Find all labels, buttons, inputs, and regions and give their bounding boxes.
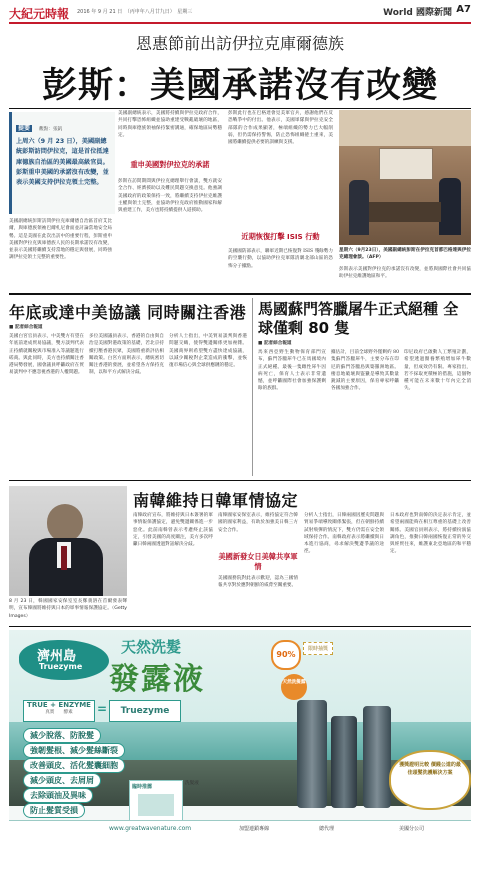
column-divider-1 bbox=[252, 298, 253, 476]
my-headline: 馬國蘇門答臘屠牛正式絕種 全球僅剩 80 隻 bbox=[258, 300, 459, 337]
lead-photo-caption: 星期六（9月23日），美國副總統彭斯在伊拉克首都巴格達與伊拉克總理會談。（AFP） bbox=[339, 248, 471, 261]
kr-subhead: 美國新發女日美韓共享軍情 bbox=[218, 552, 298, 571]
my-byline: ■ 記者綜合報道 bbox=[258, 341, 292, 346]
hk-col1: 美國白宮官員表示，中美雙方有望在年底前達成貿易協議，雙方談判代表正持續就關稅與市場准入等議題進行磋商。與此同時，美方也持續關注香港局勢發展，國會議員呼籲政府在貿易談判中不應忽視香港的人權問題。 bbox=[9, 334, 84, 376]
equals-sign: = bbox=[97, 702, 108, 716]
advertisement bbox=[9, 630, 471, 838]
benefit-pill-4: 減少頭皮、去屑屑 bbox=[23, 773, 101, 788]
lead-subhead-2: 近期恢復打擊 ISIS 行動 bbox=[241, 232, 320, 241]
my-col3: 印尼政府已啟動人工繁殖計劃，希望透過圈養繁殖增加犀牛數量，但成效仍有限。專家指出，若不採取更積極的措施，這個物種可能在未來數十年內完全消失。 bbox=[404, 350, 471, 392]
product-box-caption: 洗髮液 bbox=[185, 781, 199, 786]
kr-headline: 南韓維持日韓軍情協定 bbox=[133, 491, 299, 510]
hk-col3: 分析人士指出，中美貿易談判與香港問題交織，使得雙邊關係更加複雜。美國商界則希望雙方盡快達成協議，以減少關稅對企業造成的衝擊，並恢復市場信心與全球供應鏈的穩定。 bbox=[169, 334, 247, 369]
kr-col2-bottom: 美國國務院對此表示歡迎，認為三國情報共享對於應對朝鮮的威脅至關重要。 bbox=[218, 576, 298, 589]
ad-website[interactable]: www.greatwavenature.com bbox=[109, 825, 192, 832]
summary-box bbox=[9, 112, 115, 214]
ad-headline-top: 天然洗髮 bbox=[121, 638, 182, 656]
ad-footer bbox=[9, 820, 471, 838]
masthead: 大紀元時報 bbox=[9, 7, 70, 21]
summary-tag: 提要 bbox=[18, 125, 31, 132]
bottle-1 bbox=[297, 700, 327, 808]
badge-percent: 90% bbox=[271, 640, 301, 670]
lead-rule bbox=[9, 108, 471, 109]
page-number: A7 bbox=[456, 4, 471, 15]
section-divider-1 bbox=[9, 293, 471, 295]
summary-text: 上周六（9 月 23 日），美國副總統彭斯訪問伊拉克，這是首位抵達庫德族自治區的美國最高級官員。彭斯重申美國的承諾沒有改變，並表示美國支持伊拉克領土完整。 bbox=[16, 138, 109, 187]
bottle-3 bbox=[363, 706, 391, 808]
section-title: World 國際新聞 bbox=[383, 8, 452, 18]
summary-byline: 觀點：張凱 bbox=[39, 127, 63, 132]
section-divider-2 bbox=[9, 480, 471, 481]
ad-brand-region: 濟州島 bbox=[37, 649, 77, 664]
lead-col3-top: 彭斯此行也在巴格達會見美軍官兵，感謝他們在反恐戰爭中的付出。他表示，美國軍隊與伊拉克安全部隊的合作成果顯著，極端組織的勢力已大幅削弱，但仍需保持警惕，防止恐怖組織捲土重來，美國將繼續提供必要的訓練與支援。 bbox=[228, 111, 333, 146]
promo-oval: 獲獎證明比較 價錢公道的最佳頭髮洗護解決方案 bbox=[389, 750, 471, 810]
product-box: 臨時推薦 bbox=[129, 780, 183, 830]
benefit-pill-6: 防止髮質受損 bbox=[23, 803, 85, 818]
ad-formula-left: TRUE + ENZYME 真實 酵素 bbox=[23, 700, 95, 722]
ad-formula-right: Truezyme bbox=[109, 700, 181, 722]
lead-col2-top: 美國副總統表示，美國將持續與伊拉克政府合作，共同打擊恐怖組織並協助重建受戰亂破壞的地區，同時與庫德族領袖保持緊密溝通，確保地區局勢穩定。 bbox=[118, 111, 222, 138]
lead-col2-bottom: 彭斯在訪問期間與伊拉克總理舉行會談，雙方就安全合作、經濟援助以及難民問題交換意見。他強調美國政府的政策保持一致，將繼續支持伊拉克維護主權與領土完整，並協助伊拉克政府推動國家和解與重建工作，美方也將持續提供人道援助。 bbox=[118, 179, 222, 214]
contact-label-1: 加盟連鎖專線 bbox=[239, 826, 270, 832]
kr-photo-caption: 8 月 23 日，韓國國家安保室室長鄭義溶在首爾發表聲明，宣布韓國將維持與日本的軍事情報保護協定。（Getty Images） bbox=[9, 599, 127, 619]
benefit-pill-1: 減少脫落、防脫髮 bbox=[23, 728, 101, 743]
bottle-2 bbox=[331, 716, 357, 808]
my-col1: 馬來西亞野生動物保育部門宣布，蘇門答臘犀牛已在馬國境內正式絕種。最後一隻雌性犀牛因病死亡，保育人士表示非常遺憾，並呼籲國際社會加強保護剩餘的族群。 bbox=[258, 350, 326, 392]
kr-col3: 分析人士指出，日韓兩國因歷史問題與貿易爭端導致關係緊張，但在朝鮮持續試射飛彈的情況下，雙方仍需在安全領域保持合作。南韓政府表示將繼續與日本進行協商，尋求解決雙邊爭議的途徑。 bbox=[304, 513, 384, 555]
circle-label: 天然洗髮露 bbox=[281, 674, 307, 700]
kr-col4: 日本政府也對南韓的決定表示肯定，並希望兩國能夠在相互尊重的基礎上改善關係。美國官員則表示，將持續扮演協調角色，推動日韓兩國恢復正常的外交與經貿往來，維護東北亞地區的和平穩定。 bbox=[390, 513, 471, 555]
ad-headline-main: 發露液 bbox=[109, 662, 205, 697]
hk-headline: 年底或達中美協議 同時關注香港 bbox=[9, 303, 247, 322]
contact-label-3: 美國分公司 bbox=[399, 826, 425, 832]
lead-col3-bottom: 美國國防部表示，聯軍近期已恢復對 ISIS 殘餘勢力的空襲行動，以協助伊拉克軍隊清剿北部山區的恐怖分子據點。 bbox=[228, 249, 333, 269]
date-line: 2016 年 9 月 21 日 （丙申年八月廿九日） 星期三 bbox=[77, 9, 193, 15]
hk-byline: ■ 記者綜合報道 bbox=[9, 325, 43, 330]
my-col2: 據估計，目前全球野外僅剩約 80 隻蘇門答臘犀牛，主要分布在印尼的蘇門答臘島與婆羅洲地區。棲息地破壞與盜獵是導致其數量銳減的主要原因，保育專家呼籲各國加強合作。 bbox=[331, 350, 399, 392]
ad-brand: Truezyme bbox=[39, 662, 83, 671]
section-divider-3 bbox=[9, 626, 471, 627]
lead-kicker: 恩惠節前出訪伊拉克庫爾德族 bbox=[135, 34, 344, 53]
lead-headline: 彭斯：美國承諾沒有改變 bbox=[41, 66, 438, 106]
header-rule bbox=[9, 22, 471, 24]
benefit-pill-3: 改善頭皮、活化髮囊細胞 bbox=[23, 758, 125, 773]
hk-col2: 多位美國議員表示，香港的自由與自治是美國對港政策的基礎，若北京持續打壓香港民眾，美國將重新評估相關政策。白宮方面則表示，總統密切關注香港的發展，並希望各方保持克制，以和平方式解決分歧。 bbox=[89, 334, 164, 376]
contact-label-2: 總代理 bbox=[319, 826, 335, 832]
lead-subhead-1: 重申美國對伊拉克的承諾 bbox=[130, 160, 210, 169]
kr-photo bbox=[9, 486, 127, 596]
badge-tag: 限時抽獎 bbox=[303, 642, 333, 655]
lead-col1: 美國副總統彭斯訪問伊拉克庫爾德自治區首府艾比爾，與庫德族領袖巴爾札尼會面並討論當地安全局勢。這是美國在此次出訪中的重要行程，彭斯重申美國對伊拉克與庫德族人民的長期承諾沒有改變，並表示美國將繼續支持當地的穩定與發展，同時強調伊拉克領土完整的重要性。 bbox=[9, 219, 112, 261]
kr-col1: 南韓政府宣布，將維持與日本簽署的軍事情報保護協定，避免雙邊關係進一步惡化。此前南韓曾表示考慮終止該協定，引發美國的高度關注，美方多次呼籲日韓兩國透過對話解決分歧。 bbox=[133, 513, 213, 548]
lead-photo bbox=[339, 110, 471, 245]
benefit-pill-5: 去除頭油及異味 bbox=[23, 788, 93, 803]
benefit-pill-2: 強韌髮根、減少髮絲斷裂 bbox=[23, 743, 125, 758]
lead-col4: 彭斯表示美國對伊拉克的承諾沒有改變，並將與國際社會共同協助伊拉克維護地區和平。 bbox=[339, 267, 471, 280]
kr-col2-top: 南韓國家安保室表示，維持協定符合韓國的國家利益，有助於加強美日韓三方安全合作。 bbox=[218, 513, 298, 533]
